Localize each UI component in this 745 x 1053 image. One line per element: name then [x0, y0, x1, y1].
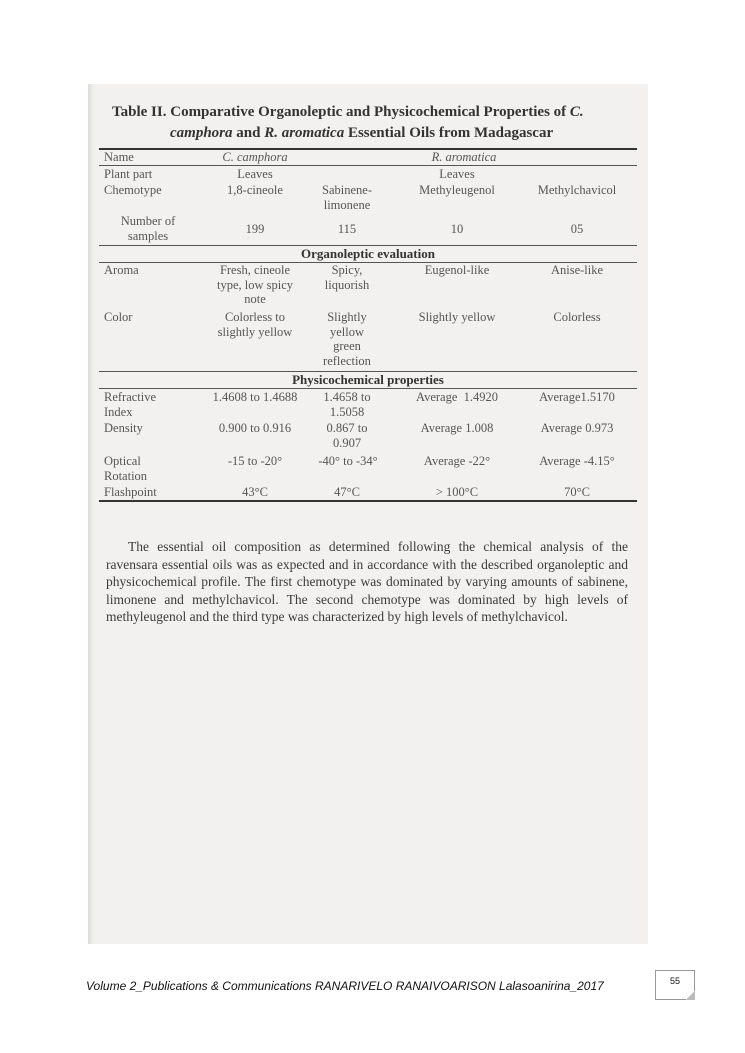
title-aromatica: R. aromatica [264, 125, 345, 141]
flashpoint-c2: 47°C [334, 485, 360, 499]
table-label: Table II. [112, 104, 167, 120]
title-genus-c: C. [569, 104, 584, 120]
physico-bottom-rule [99, 388, 637, 389]
header-name: Name [104, 150, 134, 164]
header-rule [99, 165, 637, 166]
optical-c3: Average -22° [423, 454, 491, 468]
page-number: 55 [655, 970, 695, 1000]
flashpoint-label: Flashpoint [104, 485, 157, 499]
scanned-page [88, 84, 648, 944]
samples-c3: 10 [450, 222, 464, 236]
chemotype-label: Chemotype [104, 183, 162, 197]
plant-part-label: Plant part [104, 167, 153, 181]
refractive-c1: 1.4608 to 1.4688 [212, 390, 298, 404]
density-c1: 0.900 to 0.916 [218, 421, 292, 435]
section-physicochemical: Physicochemical properties [292, 372, 444, 387]
density-c2: 0.867 to 0.907 [326, 421, 368, 450]
aroma-c1: Fresh, cineole type, low spicy note [216, 263, 294, 306]
samples-c2: 115 [337, 222, 357, 236]
body-paragraph: The essential oil composition as determined following the chemical analysis of the ravensara essential oils was as expected and in accordance with the described organoleptic and physicochemical profile. The first chemotype was dominated by varying amounts of sabinene, limonene and methylchavicol. The second chemotype was dominated by high levels of methyleugenol and the third type was characterized by high levels of methylchavicol. [106, 539, 628, 625]
aroma-c4: Anise-like [550, 263, 604, 277]
table-title [112, 102, 642, 144]
chemotype-c4: Methylchavicol [537, 183, 617, 197]
section-organoleptic: Organoleptic evaluation [301, 246, 435, 261]
optical-label: Optical Rotation [104, 454, 148, 483]
flashpoint-c1: 43°C [242, 485, 268, 499]
optical-c2: -40° to -34° [318, 454, 378, 468]
color-c2: Slightly yellow green reflection [323, 310, 371, 368]
table-bottom-rule [99, 500, 637, 502]
scan-shadow [88, 84, 94, 944]
refractive-c4: Average1.5170 [539, 390, 615, 404]
samples-c4: 05 [570, 222, 584, 236]
refractive-c3: Average 1.4920 [415, 390, 499, 404]
title-camphora: camphora [170, 125, 233, 141]
color-label: Color [104, 310, 133, 324]
samples-c1: 199 [245, 222, 265, 236]
density-c4: Average 0.973 [540, 421, 614, 435]
title-and: and [236, 125, 261, 141]
plant-part-aromatica: Leaves [439, 167, 475, 181]
aroma-label: Aroma [104, 263, 139, 277]
title-rest: Essential Oils from Madagascar [347, 125, 554, 141]
density-c3: Average 1.008 [420, 421, 494, 435]
footer-text: Volume 2_Publications & Communications RANARIVELO RANAIVOARISON Lalasoanirina_2017 [86, 979, 604, 993]
aroma-c2: Spicy, liquorish [324, 263, 370, 292]
flashpoint-c4: 70°C [564, 485, 590, 499]
samples-label: Number of samples [120, 214, 176, 243]
title-line2 [112, 123, 642, 144]
chemotype-c3: Methyleugenol [419, 183, 495, 197]
density-label: Density [104, 421, 143, 435]
title-line1: Comparative Organoleptic and Physicochemical Properties of [170, 104, 567, 120]
optical-c1: -15 to -20° [227, 454, 283, 468]
refractive-c2: 1.4658 to 1.5058 [323, 390, 371, 419]
chemotype-c1: 1,8-cineole [227, 183, 283, 197]
plant-part-camphora: Leaves [237, 167, 273, 181]
flashpoint-c3: > 100°C [435, 485, 479, 499]
aroma-c3: Eugenol-like [424, 263, 490, 277]
refractive-label: Refractive Index [104, 390, 157, 419]
header-aromatica: R. aromatica [431, 150, 497, 164]
color-c3: Slightly yellow [418, 310, 496, 324]
chemotype-c2: Sabinene- limonene [322, 183, 372, 212]
optical-c4: Average -4.15° [539, 454, 615, 468]
color-c1: Colorless to slightly yellow [217, 310, 293, 339]
color-c4: Colorless [553, 310, 601, 324]
header-camphora: C. camphora [222, 150, 288, 164]
